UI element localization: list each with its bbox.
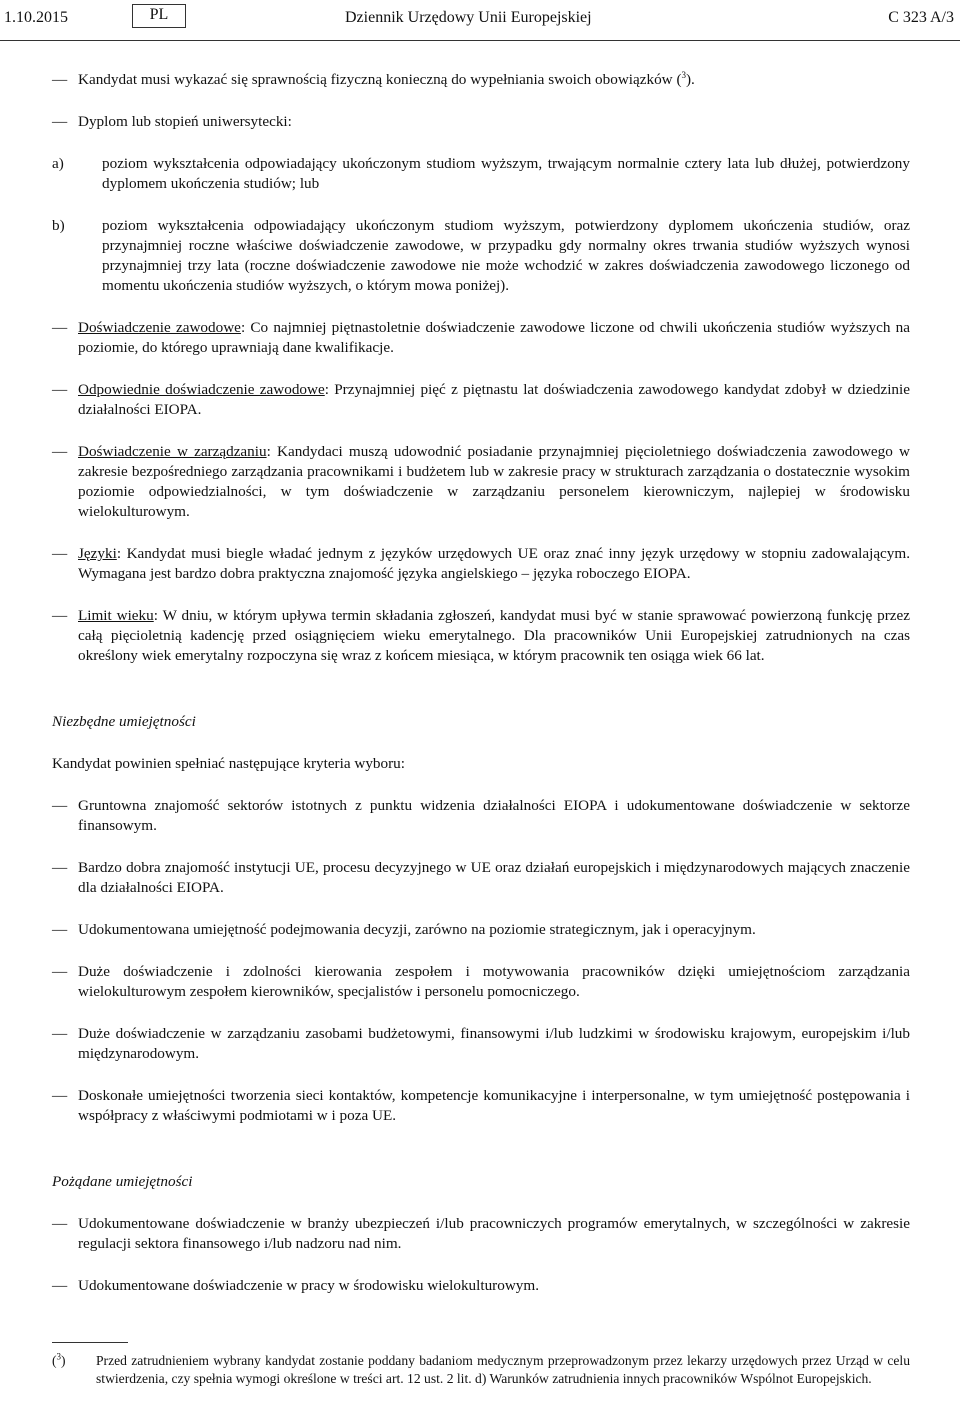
- dash-marker: —: [52, 797, 68, 814]
- list-item-text: Duże doświadczenie i zdolności kierowania zespołem i motywowania pracowników dzięki umiejętnościom zarządzania wielokulturowym zespołem kierowników, specjalistów i personelu pomocniczego.: [78, 963, 910, 1000]
- experience-text: : Co najmniej piętnastoletnie doświadczenie zawodowe liczone od chwili ukończenia studiów wyższych na poziomie, do którego uprawniają dane kwalifikacje.: [78, 319, 910, 356]
- dash-marker: —: [52, 1215, 68, 1232]
- desirable-skills-title: Pożądane umiejętności: [52, 1173, 193, 1190]
- list-item: [52, 1214, 910, 1254]
- document-body: [52, 70, 910, 1318]
- list-item: [52, 1276, 910, 1296]
- list-item-text: Duże doświadczenie w zarządzaniu zasobami budżetowymi, finansowymi i/lub ludzkimi w środowisku krajowym, europejskim i/lub międzynarodowym.: [78, 1025, 910, 1062]
- languages-term: Języki: [78, 545, 117, 562]
- age-requirement: [52, 606, 910, 666]
- management-term: Doświadczenie w zarządzaniu: [78, 443, 267, 460]
- publication-date: 1.10.2015: [4, 9, 68, 26]
- list-item-text: Bardzo dobra znajomość instytucji UE, procesu decyzyjnego w UE oraz działań europejskich i międzynarodowych mających znaczenie dla działalności EIOPA.: [78, 859, 910, 896]
- dash-marker: —: [52, 319, 68, 336]
- dash-marker: —: [52, 381, 68, 398]
- list-item: [52, 920, 910, 940]
- dash-marker: —: [52, 607, 68, 624]
- list-item-text: Gruntowna znajomość sektorów istotnych z punktu widzenia działalności EIOPA i udokumentowane doświadczenie w sektorze finansowym.: [78, 797, 910, 834]
- experience-term: Doświadczenie zawodowe: [78, 319, 241, 336]
- list-item-text: Udokumentowane doświadczenie w pracy w środowisku wielokulturowym.: [78, 1277, 540, 1294]
- option-text: poziom wykształcenia odpowiadający ukończonym studiom wyższym, trwającym normalnie cztery lata lub dłużej, potwierdzony dyplomem ukończenia studiów; lub: [102, 155, 910, 192]
- dash-marker: —: [52, 963, 68, 980]
- dash-marker: —: [52, 71, 68, 88]
- age-term: Limit wieku: [78, 607, 154, 624]
- language-code: PL: [132, 4, 186, 28]
- essential-skills-title: Niezbędne umiejętności: [52, 713, 196, 730]
- relevant-experience-requirement: [52, 380, 910, 420]
- fitness-text-end: ).: [686, 71, 695, 88]
- languages-requirement: [52, 544, 910, 584]
- option-text: poziom wykształcenia odpowiadający ukończonym studiom wyższym, potwierdzony dyplomem ukończenia studiów, oraz przynajmniej roczne właściwe doświadczenie zawodowe, w przypadku gdy normalny okres trwania studiów wyższych wynosi przynajmniej trzy lata (roczne doświadczenie zawodowe nie może wchodzić w zakres doświadczenia zawodowego liczonego od momentu ukończenia studiów wyższych, o którym mowa poniżej).: [102, 217, 910, 294]
- age-text: : W dniu, w którym upływa termin składania zgłoszeń, kandydat musi być w stanie sprawować powierzoną funkcję przez całą pięcioletnią kadencję przed osiągnięciem wieku emerytalnego. Dla pracowników Unii Europejskiej zatrudnionych na czas określony wiek emerytalny rozpoczyna się wraz z końcem miesiąca, w którym pracownik ten osiąga wiek 66 lat.: [78, 607, 910, 664]
- experience-requirement: [52, 318, 910, 358]
- footnote-paren-close: ): [61, 1353, 66, 1368]
- fitness-text: Kandydat musi wykazać się sprawnością fizyczną konieczną do wypełniania swoich obowiązków (: [78, 71, 682, 88]
- dash-marker: —: [52, 1087, 68, 1104]
- management-requirement: [52, 442, 910, 522]
- fitness-requirement: [52, 70, 910, 90]
- dash-marker: —: [52, 859, 68, 876]
- footnote-number: 3: [56, 1351, 62, 1362]
- dash-marker: —: [52, 1025, 68, 1042]
- list-item-text: Udokumentowane doświadczenie w branży ubezpieczeń i/lub pracowniczych programów emerytalnych, w szczególności w zakresie regulacji sektora finansowego i/lub nadzoru nad nim.: [78, 1215, 910, 1252]
- list-item: [52, 858, 910, 898]
- footnote-text: Przed zatrudnieniem wybrany kandydat zostanie poddany badaniom medycznym przeprowadzonym przez lekarzy urzędowych przez Urząd w celu stwierdzenia, czy spełnia wymogi określone w treści art. 12 ust. 2 lit. d) Warunków zatrudnienia innych pracowników Wspólnot Europejskich.: [96, 1353, 910, 1386]
- dash-marker: —: [52, 443, 68, 460]
- page-header: [0, 0, 960, 41]
- journal-title: Dziennik Urzędowy Unii Europejskiej: [345, 9, 592, 26]
- list-item: [52, 962, 910, 1002]
- relevant-text: : Przynajmniej pięć z piętnastu lat doświadczenia zawodowego kandydat zdobył w dziedzinie działalności EIOPA.: [78, 381, 910, 418]
- footnote: [52, 1352, 910, 1388]
- option-label: a): [52, 155, 64, 172]
- essential-skills-intro: Kandydat powinien spełniać następujące kryteria wyboru:: [52, 755, 405, 772]
- footnote-ref[interactable]: 3: [681, 69, 686, 80]
- list-item: [52, 1086, 910, 1126]
- footnote-paren-open: (: [52, 1353, 57, 1368]
- dash-marker: —: [52, 1277, 68, 1294]
- dash-marker: —: [52, 921, 68, 938]
- languages-text: : Kandydat musi biegle władać jednym z języków urzędowych UE oraz znać inny język urzędowy w stopniu zadowalającym. Wymagana jest bardzo dobra praktyczna znajomość języka angielskiego – języka roboczego EIOPA.: [78, 545, 910, 582]
- list-item: [52, 796, 910, 836]
- footnote-marker: [52, 1352, 66, 1370]
- dash-marker: —: [52, 113, 68, 130]
- degree-heading: Dyplom lub stopień uniwersytecki:: [78, 113, 292, 130]
- journal-reference: C 323 A/3: [888, 9, 954, 26]
- option-label: b): [52, 217, 65, 234]
- degree-option-b: [52, 216, 910, 296]
- footnote-divider: [52, 1342, 128, 1343]
- management-text: : Kandydaci muszą udowodnić posiadanie przynajmniej pięcioletniego doświadczenia zawodowego w zakresie bezpośredniego zarządzania pracownikami i budżetem lub w zakresie pracy w strukturach zarządzania o dostatecznie wysokim poziomie odpowiedzialności, w tym doświadczenie w zarządzaniu personelem kierowniczym, najlepiej w środowisku wielokulturowym.: [78, 443, 910, 520]
- list-item-text: Doskonałe umiejętności tworzenia sieci kontaktów, kompetencje komunikacyjne i interpersonalne, w tym umiejętność postępowania i współpracy z właściwymi podmiotami w i poza UE.: [78, 1087, 910, 1124]
- relevant-term: Odpowiednie doświadczenie zawodowe: [78, 381, 325, 398]
- degree-option-a: [52, 154, 910, 194]
- list-item: [52, 1024, 910, 1064]
- list-item-text: Udokumentowana umiejętność podejmowania decyzji, zarówno na poziomie strategicznym, jak i operacyjnym.: [78, 921, 756, 938]
- degree-requirement: [52, 112, 910, 132]
- dash-marker: —: [52, 545, 68, 562]
